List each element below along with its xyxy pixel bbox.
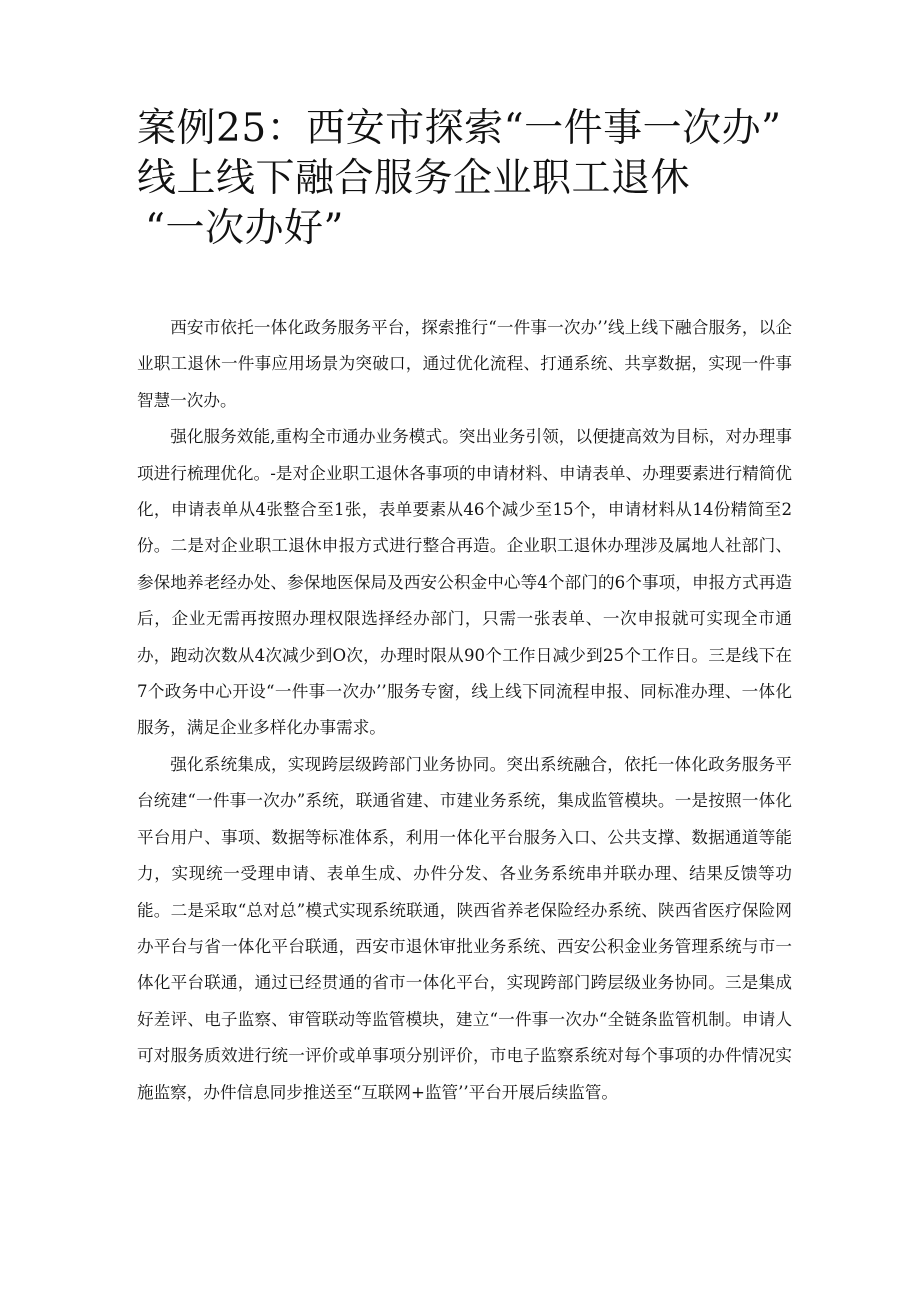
title-line-3: “一次办好”	[145, 206, 344, 251]
document-body	[137, 310, 792, 1111]
paragraph-intro: 西安市依托一体化政务服务平台，探索推行“一件事一次办’’线上线下融合服务，以企业职工退休一件事应用场景为突破口，通过优化流程、打通系统、共享数据，实现一件事智慧一次办。	[137, 318, 792, 410]
paragraph-system-integration: 强化系统集成，实现跨层级跨部门业务协同。突出系统融合，依托一体化政务服务平台统建“一件事一次办”系统，联通省建、市建业务系统，集成监管模块。一是按照一体化平台用户、事项、数据等标准体系，利用一体化平台服务入口、公共支撑、数据通道等能力，实现统一受理申请、表单生成、办件分发、各业务系统串并联办理、结果反馈等功能。二是采取“总对总”模式实现系统联通，陕西省养老保险经办系统、陕西省医疗保险网办平台与省一体化平台联通，西安市退休审批业务系统、西安公积金业务管理系统与市一体化平台联通，通过已经贯通的省市一体化平台，实现跨部门跨层级业务协同。三是集成好差评、电子监察、审管联动等监管模块，建立“一件事一次办“全链条监管机制。申请人可对服务质效进行统一评价或单事项分别评价，市电子监察系统对每个事项的办件情况实施监察，办件信息同步推送至“互联网+监管’’平台开展后续监管。	[137, 754, 792, 1102]
paragraph-service-efficiency: 强化服务效能,重构全市通办业务模式。突出业务引领，以便捷高效为目标，对办理事项进行梳理优化。-是对企业职工退休各事项的申请材料、申请表单、办理要素进行精简优化，申请表单从4张整合至1张，表单要素从46个减少至15个，申请材料从14份精简至2份。二是对企业职工退休申报方式进行整合再造。企业职工退休办理涉及属地人社部门、参保地养老经办处、参保地医保局及西安公积金中心等4个部门的6个事项，申报方式再造后，企业无需再按照办理权限选择经办部门，只需一张表单、一次申报就可实现全市通办，跑动次数从4次减少到O次，办理时限从90个工作日减少到25个工作日。三是线下在7个政务中心开设“一件事一次办’’服务专窗，线上线下同流程申报、同标准办理、一体化服务，满足企业多样化办事需求。	[137, 427, 792, 738]
title-line-2: 线上线下融合服务企业职工退休	[137, 156, 691, 201]
document-title	[137, 104, 817, 254]
title-line-1: 案例25：西安市探索“一件事一次办”	[137, 106, 782, 151]
